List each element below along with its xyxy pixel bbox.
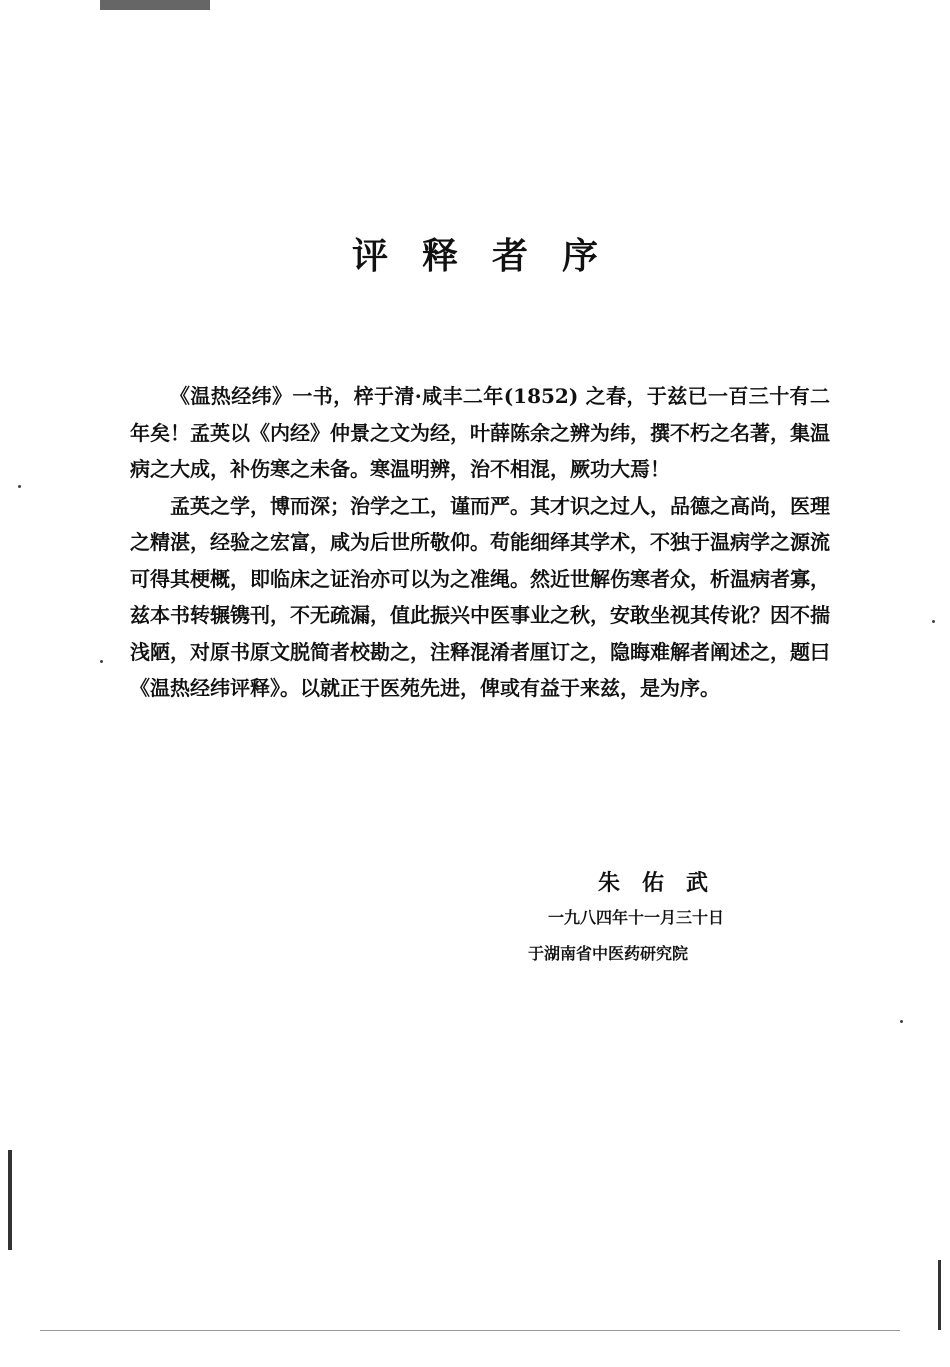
preface-body — [130, 378, 830, 707]
speck — [100, 660, 103, 663]
place-line: 于湖南省中医药研究院 — [528, 944, 689, 963]
paragraph-1: 《温热经纬》一书，梓于清·咸丰二年(1852) 之春，于兹已一百三十有二年矣！孟英以《内经》仲景之文为经，叶薛陈余之辨为纬，撰不朽之名著，集温病之大成，补伤寒之未备。寒温明辨，治不相混，厥功大焉！ — [130, 384, 830, 481]
page-title: 评释者序 — [351, 235, 632, 277]
speck — [18, 485, 21, 488]
paragraph-2: 孟英之学，博而深；治学之工，谨而严。其才识之过人，品德之高尚，医理之精湛，经验之宏富，咸为后世所敬仰。苟能细绎其学术，不独于温病学之源流可得其梗概，即临床之证治亦可以为之准绳。然近世解伤寒者众，析温病者寡，兹本书转辗镌刊，不无疏漏，值此振兴中医事业之秋，安敢坐视其传讹？因不揣浅陋，对原书原文脱简者校勘之，注释混淆者厘订之，隐晦难解者阐述之，题曰《温热经纬评释》。以就正于医苑先进，俾或有益于来兹，是为序。 — [130, 493, 830, 700]
scan-artifact-left-edge — [8, 1150, 12, 1250]
date-line: 一九八四年十一月三十日 — [548, 908, 725, 927]
scan-artifact-top — [100, 0, 210, 10]
scan-artifact-right-edge — [938, 1260, 941, 1330]
speck — [932, 620, 935, 623]
author-signature: 朱佑武 — [598, 870, 731, 896]
scan-artifact-bottom — [40, 1330, 900, 1331]
speck — [900, 1020, 903, 1023]
